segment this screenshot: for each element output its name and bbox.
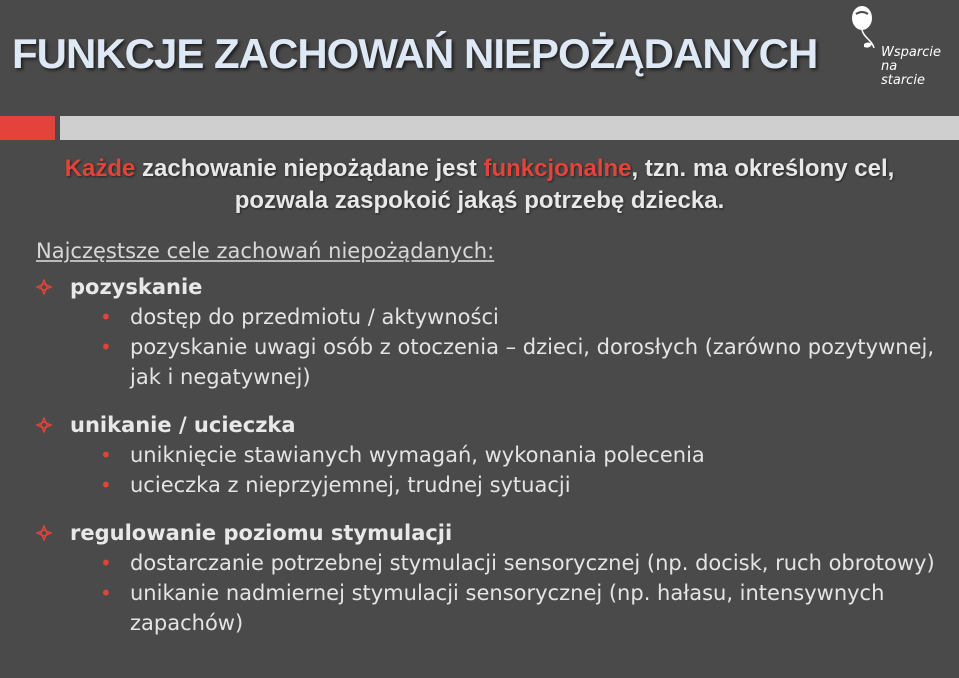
intro-text-segment: zachowanie niepożądane jest <box>135 155 484 182</box>
logo-text <box>881 46 941 88</box>
slide-title: FUNKCJE ZACHOWAŃ NIEPOŻĄDANYCH <box>12 30 818 77</box>
goal-item: • dostarczanie potrzebnej stymulacji sensorycznej (np. docisk, ruch obrotowy) <box>130 548 936 578</box>
intro-text <box>0 153 959 217</box>
intro-line-1 <box>0 153 959 185</box>
goal-item: • uniknięcie stawianych wymagań, wykonania polecenia <box>130 440 936 470</box>
diamond-bullet-icon <box>36 279 52 295</box>
logo-line: Wsparcie <box>881 45 941 60</box>
goal-category <box>36 272 936 302</box>
intro-line-2: pozwala zaspokoić jakąś potrzebę dziecka. <box>234 187 725 214</box>
goal-section <box>36 518 936 638</box>
intro-highlight: funkcjonalne <box>483 155 632 182</box>
goal-category <box>36 518 936 548</box>
goal-category <box>36 410 936 440</box>
logo-line: na <box>881 59 898 74</box>
goals-list <box>36 236 936 656</box>
intro-text-segment: , tzn. ma określony cel, <box>631 155 895 182</box>
goal-category-label: unikanie / ucieczka <box>70 413 296 437</box>
goal-item: • unikanie nadmiernej stymulacji sensorycznej (np. hałasu, intensywnych zapachów) <box>130 578 936 638</box>
header-band <box>60 116 959 140</box>
goal-item: • dostęp do przedmiotu / aktywności <box>130 302 936 332</box>
goal-item: • pozyskanie uwagi osób z otoczenia – dzieci, dorosłych (zarówno pozytywnej, jak i negatywnej) <box>130 332 936 392</box>
logo-line: starcie <box>881 73 925 88</box>
goal-category-label: regulowanie poziomu stymulacji <box>70 521 453 545</box>
header-band-accent <box>0 116 55 140</box>
list-heading <box>36 236 936 266</box>
list-heading-text: Najczęstsze cele zachowań niepożądanych <box>36 239 488 263</box>
diamond-bullet-icon <box>36 417 52 433</box>
goal-item: • ucieczka z nieprzyjemnej, trudnej sytuacji <box>130 470 936 500</box>
goal-category-label: pozyskanie <box>70 275 203 299</box>
list-heading-colon: : <box>487 239 495 263</box>
intro-highlight: Każde <box>64 155 136 182</box>
goal-section <box>36 272 936 392</box>
diamond-bullet-icon <box>36 525 52 541</box>
goal-section <box>36 410 936 500</box>
